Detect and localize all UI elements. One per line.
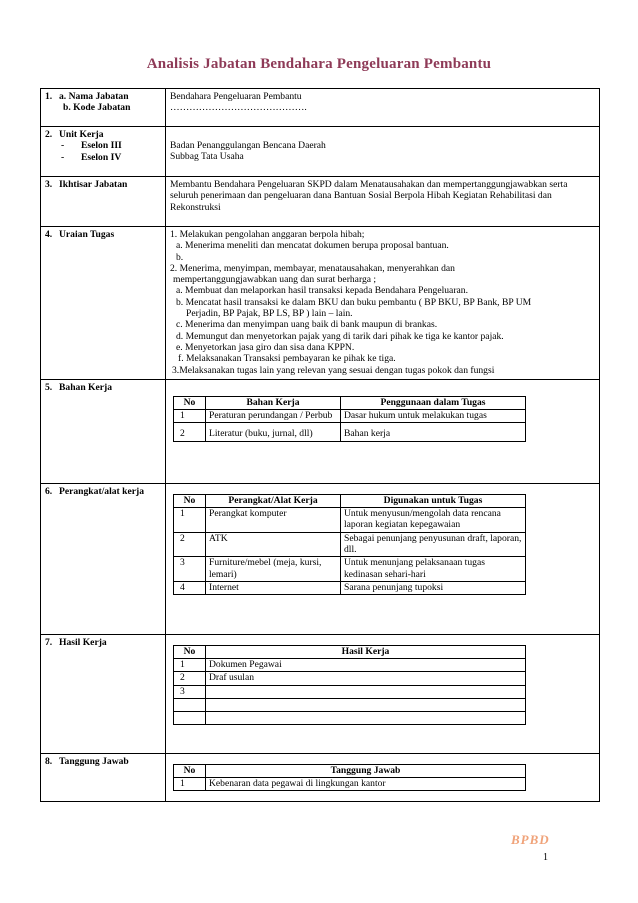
equipment-table	[173, 494, 526, 595]
summary-text: Membantu Bendahara Pengeluaran SKPD dalam Menatausahakan dan mempertanggungjawabkan serta seluruh penerimaan dan pengeluaran dana Bantuan Sosial Berpola Hibah Kegiatan Rehabilitasi dan Rekonstruksi	[166, 177, 600, 227]
job-name-value: Bendahara Pengeluaran Pembantu	[170, 91, 302, 102]
table-row: 1 Peraturan perundangan / Perbub Dasar hukum untuk melakukan tugas	[174, 410, 526, 423]
column-header: No	[174, 494, 206, 507]
eselon4-label: Eselon IV	[81, 151, 122, 163]
table-row: 4 Internet Sarana penunjang tupoksi	[174, 581, 526, 594]
column-header: Penggunaan dalam Tugas	[341, 396, 526, 409]
work-unit-label: Unit Kerja	[59, 129, 104, 140]
work-materials-table	[173, 396, 526, 442]
task-line: e. Menyetorkan jasa giro dan sisa dana KPPN.	[176, 341, 355, 353]
table-row	[174, 712, 526, 725]
row-summary: 3. Ikhtisar Jabatan Membantu Bendahara Pengeluaran SKPD dalam Menatausahakan dan mempertanggungjawabkan serta seluruh penerimaan dan pengeluaran dana Bantuan Sosial Berpola Hibah Kegiatan Rehabilitasi dan Rekonstruksi	[41, 177, 600, 227]
work-results-label: Hasil Kerja	[59, 636, 107, 648]
task-line: 2. Menerima, menyimpan, membayar, menatausahakan, menyerahkan dan	[170, 262, 455, 274]
page-number: 1	[543, 852, 548, 863]
work-results-table	[173, 645, 526, 725]
task-line: a. Menerima meneliti dan mencatat dokumen berupa proposal bantuan.	[176, 240, 449, 252]
job-code-value: …………………………………….	[170, 102, 307, 114]
task-line: c. Menerima dan menyimpan uang baik di bank maupun di brankas.	[176, 319, 438, 331]
task-line: b.	[176, 251, 184, 263]
table-row: 1 Dokumen Pegawai	[174, 659, 526, 672]
table-row	[174, 699, 526, 712]
table-row: 1 Perangkat komputer Untuk menyusun/mengolah data rencana laporan kegiatan kepegawaian	[174, 508, 526, 533]
task-line: 1. Melakukan pengolahan anggaran berpola hibah;	[170, 229, 365, 240]
row-work-unit: 2. Unit Kerja - Eselon III - Eselon IV Badan Penanggulangan Bencana Daerah Subbag Tata Usaha	[41, 127, 600, 177]
equipment-label: Perangkat/alat kerja	[59, 485, 144, 497]
column-header: Hasil Kerja	[206, 645, 526, 658]
summary-label: Ikhtisar Jabatan	[59, 179, 128, 190]
table-row: 3 Furniture/mebel (meja, kursi, lemari) Untuk menunjang pelaksanaan tugas kedinasan sehari-hari	[174, 557, 526, 582]
row-responsibility: 8. Tanggung Jawab No Tanggung Jawab 1 Kebenaran data pegawai di lingkungan kantor	[41, 753, 600, 801]
column-header: No	[174, 396, 206, 409]
task-line: f. Melaksanakan Transaksi pembayaran ke pihak ke tiga.	[178, 353, 396, 365]
page-title: Analisis Jabatan Bendahara Pengeluaran Pembantu	[146, 56, 492, 72]
job-analysis-table	[40, 88, 600, 802]
task-line: b. Mencatat hasil transaksi ke dalam BKU dan buku pembantu ( BP BKU, BP Bank, BP UM	[176, 296, 532, 308]
table-row: 1 Kebenaran data pegawai di lingkungan kantor	[174, 778, 526, 791]
column-header: Bahan Kerja	[206, 396, 341, 409]
eselon3-value: Badan Penanggulangan Bencana Daerah	[170, 140, 326, 151]
column-header: Digunakan untuk Tugas	[341, 494, 526, 507]
column-header: No	[174, 645, 206, 658]
row-work-results: 7. Hasil Kerja No Hasil Kerja 1 Dokumen Pegawai 2 Draf usulan 3	[41, 634, 600, 753]
table-row: 2 Draf usulan	[174, 672, 526, 685]
column-header: Perangkat/Alat Kerja	[206, 494, 341, 507]
task-line: a. Membuat dan melaporkan hasil transaksi kepada Bendahara Pengeluaran.	[176, 285, 468, 297]
eselon3-label: Eselon III	[81, 140, 122, 152]
row-equipment: 6. Perangkat/alat kerja No Perangkat/Alat Kerja Digunakan untuk Tugas 1 Perangkat komputer Untuk menyusun/mengolah data rencana laporan kegiatan kepegawaian 2 ATK Sebagai penunjang penyusunan draft, laporan, dll. 3 Furniture/mebel (meja, kursi, lemari) Untuk menunjang pelaksanaan tugas kedinasan sehari-hari 4 Internet Sarana penunjang tupoksi	[41, 483, 600, 634]
task-line: d. Memungut dan menyetorkan pajak yang di tarik dari pihak ke tiga ke kantor pajak.	[176, 330, 504, 342]
responsibility-label: Tanggung Jawab	[59, 755, 129, 767]
task-line: mempertanggungjawabkan uang dan surat berharga ;	[173, 274, 377, 286]
row-work-materials: 5. Bahan Kerja No Bahan Kerja Penggunaan dalam Tugas 1 Peraturan perundangan / Perbub Dasar hukum untuk melakukan tugas 2 Literatur (buku, jurnal, dll) Bahan kerja	[41, 379, 600, 483]
table-row: 2 ATK Sebagai penunjang penyusunan draft, laporan, dll.	[174, 532, 526, 557]
column-header: No	[174, 764, 206, 777]
task-line: Perjadin, BP Pajak, BP LS, BP ) lain – lain.	[186, 308, 353, 320]
table-row: 3	[174, 685, 526, 698]
bpbd-logo: BPBD	[511, 832, 550, 847]
work-materials-label: Bahan Kerja	[59, 381, 113, 393]
row-job-name: 1. a. Nama Jabatan b. Kode Jabatan Bendahara Pengeluaran Pembantu …………………………………….	[41, 89, 600, 127]
task-description-label: Uraian Tugas	[59, 229, 115, 240]
column-header: Tanggung Jawab	[206, 764, 526, 777]
responsibility-table	[173, 764, 526, 792]
eselon4-value: Subbag Tata Usaha	[170, 151, 244, 163]
task-line: 3.Melaksanakan tugas lain yang relevan yang sesuai dengan tugas pokok dan fungsi	[172, 364, 495, 376]
row-task-description: 4. Uraian Tugas 1. Melakukan pengolahan anggaran berpola hibah; a. Menerima meneliti dan mencatat dokumen berupa proposal bantuan. b. 2. Menerima, menyimpan, membayar, menatausahakan, menyerahkan dan mempertanggungjawabkan uang dan surat berharga ; a. Membuat dan melaporkan hasil transaksi kepada Bendahara Pengeluaran. b. Mencatat hasil transaksi ke dalam BKU dan buku pembantu ( BP BKU, BP Bank, BP UM Perjadin, BP Pajak, BP LS, BP ) lain – lain. c. Menerima dan menyimpan uang baik di bank maupun di brankas. d. Memungut dan menyetorkan pajak yang di tarik dari pihak ke tiga ke kantor pajak. e. Menyetorkan jasa giro dan sisa dana KPPN. f. Melaksanakan Transaksi pembayaran ke pihak ke tiga. 3.Melaksanakan tugas lain yang relevan yang sesuai dengan tugas pokok dan fungsi	[41, 227, 600, 380]
job-name-label: a. Nama Jabatan	[59, 91, 129, 102]
table-row: 2 Literatur (buku, jurnal, dll) Bahan kerja	[174, 423, 526, 441]
job-code-label: b. Kode Jabatan	[63, 102, 131, 114]
